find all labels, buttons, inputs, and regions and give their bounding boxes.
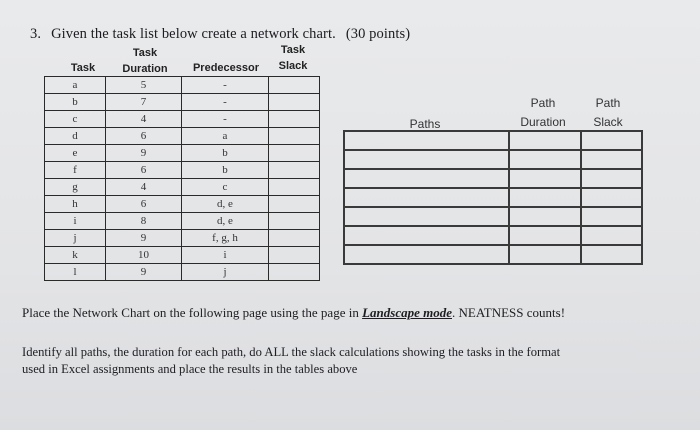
slack-cell[interactable]: [269, 264, 320, 281]
table-row: [45, 111, 320, 128]
duration-header: [110, 47, 180, 76]
slack-cell[interactable]: [269, 77, 320, 94]
task-cell: i: [45, 213, 106, 230]
task-cell: j: [45, 230, 106, 247]
task-cell: g: [45, 179, 106, 196]
table-row: [45, 162, 320, 179]
table-row: [45, 230, 320, 247]
duration-cell: 9: [106, 264, 182, 281]
duration-cell: 8: [106, 213, 182, 230]
path-cell[interactable]: [344, 245, 509, 264]
duration-cell: 9: [106, 145, 182, 162]
slack-cell[interactable]: [269, 247, 320, 264]
question-number: 3.: [30, 26, 42, 42]
table-row: [344, 188, 642, 207]
path-cell[interactable]: [344, 150, 509, 169]
path-cell[interactable]: [344, 207, 509, 226]
duration-cell: 7: [106, 94, 182, 111]
slack-header-bottom: Slack: [278, 60, 308, 72]
path-duration-header-bottom: Duration: [520, 115, 566, 129]
path-slack-cell[interactable]: [581, 150, 642, 169]
path-slack-cell[interactable]: [581, 245, 642, 264]
slack-header: [268, 44, 318, 73]
table-row: [45, 247, 320, 264]
slack-cell[interactable]: [269, 94, 320, 111]
path-slack-header: [580, 96, 636, 130]
slack-cell[interactable]: [269, 145, 320, 162]
predecessor-cell: -: [182, 111, 269, 128]
slack-cell[interactable]: [269, 128, 320, 145]
path-slack-cell[interactable]: [581, 188, 642, 207]
duration-cell: 10: [106, 247, 182, 264]
predecessor-cell: d, e: [182, 196, 269, 213]
slack-header-top: Task: [280, 44, 306, 56]
duration-cell: 5: [106, 77, 182, 94]
table-row: [344, 150, 642, 169]
path-slack-cell[interactable]: [581, 226, 642, 245]
duration-cell: 4: [106, 179, 182, 196]
slack-cell[interactable]: [269, 230, 320, 247]
path-cell[interactable]: [344, 188, 509, 207]
duration-cell: 6: [106, 128, 182, 145]
table-row: [45, 179, 320, 196]
path-cell[interactable]: [344, 131, 509, 150]
predecessor-cell: i: [182, 247, 269, 264]
table-row: [45, 128, 320, 145]
question-points: (30 points): [345, 26, 411, 42]
slack-cell[interactable]: [269, 213, 320, 230]
path-slack-cell[interactable]: [581, 169, 642, 188]
path-slack-header-top: Path: [595, 96, 621, 110]
predecessor-cell: -: [182, 94, 269, 111]
task-cell: d: [45, 128, 106, 145]
instruction-line-3: used in Excel assignments and place the results in the tables above: [22, 362, 358, 376]
path-duration-cell[interactable]: [509, 188, 581, 207]
predecessor-header: Predecessor: [192, 62, 260, 74]
table-row: [344, 245, 642, 264]
duration-cell: 9: [106, 230, 182, 247]
task-header: Task: [70, 62, 96, 74]
table-row: [45, 213, 320, 230]
path-slack-cell[interactable]: [581, 131, 642, 150]
path-duration-cell[interactable]: [509, 131, 581, 150]
paths-header: Paths: [409, 117, 441, 131]
slack-cell[interactable]: [269, 179, 320, 196]
table-row: [45, 145, 320, 162]
path-slack-header-bottom: Slack: [593, 115, 623, 129]
predecessor-cell: b: [182, 145, 269, 162]
path-slack-cell[interactable]: [581, 207, 642, 226]
path-duration-cell[interactable]: [509, 226, 581, 245]
duration-cell: 4: [106, 111, 182, 128]
task-cell: a: [45, 77, 106, 94]
task-table: [44, 76, 320, 281]
table-row: [344, 226, 642, 245]
path-duration-cell[interactable]: [509, 169, 581, 188]
question-title: [30, 26, 410, 43]
landscape-mode-emphasis: Landscape mode: [362, 305, 452, 320]
path-cell[interactable]: [344, 226, 509, 245]
table-row: [45, 94, 320, 111]
task-cell: l: [45, 264, 106, 281]
predecessor-cell: b: [182, 162, 269, 179]
duration-cell: 6: [106, 162, 182, 179]
task-cell: f: [45, 162, 106, 179]
table-row: [344, 169, 642, 188]
path-cell[interactable]: [344, 169, 509, 188]
table-row: [45, 196, 320, 213]
paths-table: [343, 130, 643, 265]
instruction-line-1: Place the Network Chart on the following page using the page in Landscape mode. NEATNESS counts!: [22, 305, 566, 320]
instruction-line-2: Identify all paths, the duration for each path, do ALL the slack calculations showing the tasks in the format: [22, 345, 561, 359]
task-cell: b: [45, 94, 106, 111]
predecessor-cell: f, g, h: [182, 230, 269, 247]
task-cell: h: [45, 196, 106, 213]
task-cell: e: [45, 145, 106, 162]
duration-header-bottom: Duration: [122, 63, 168, 75]
table-row: [344, 131, 642, 150]
path-duration-header-top: Path: [530, 96, 556, 110]
duration-header-top: Task: [132, 47, 158, 59]
path-duration-cell[interactable]: [509, 207, 581, 226]
task-cell: c: [45, 111, 106, 128]
slack-cell[interactable]: [269, 162, 320, 179]
slack-cell[interactable]: [269, 111, 320, 128]
predecessor-cell: c: [182, 179, 269, 196]
path-duration-cell[interactable]: [509, 245, 581, 264]
predecessor-cell: a: [182, 128, 269, 145]
predecessor-cell: -: [182, 77, 269, 94]
slack-cell[interactable]: [269, 196, 320, 213]
question-text: Given the task list below create a network chart.: [51, 26, 336, 42]
task-cell: k: [45, 247, 106, 264]
predecessor-cell: j: [182, 264, 269, 281]
path-duration-header: [508, 96, 578, 130]
table-row: [344, 207, 642, 226]
table-row: [45, 264, 320, 281]
predecessor-cell: d, e: [182, 213, 269, 230]
table-row: [45, 77, 320, 94]
path-duration-cell[interactable]: [509, 150, 581, 169]
duration-cell: 6: [106, 196, 182, 213]
